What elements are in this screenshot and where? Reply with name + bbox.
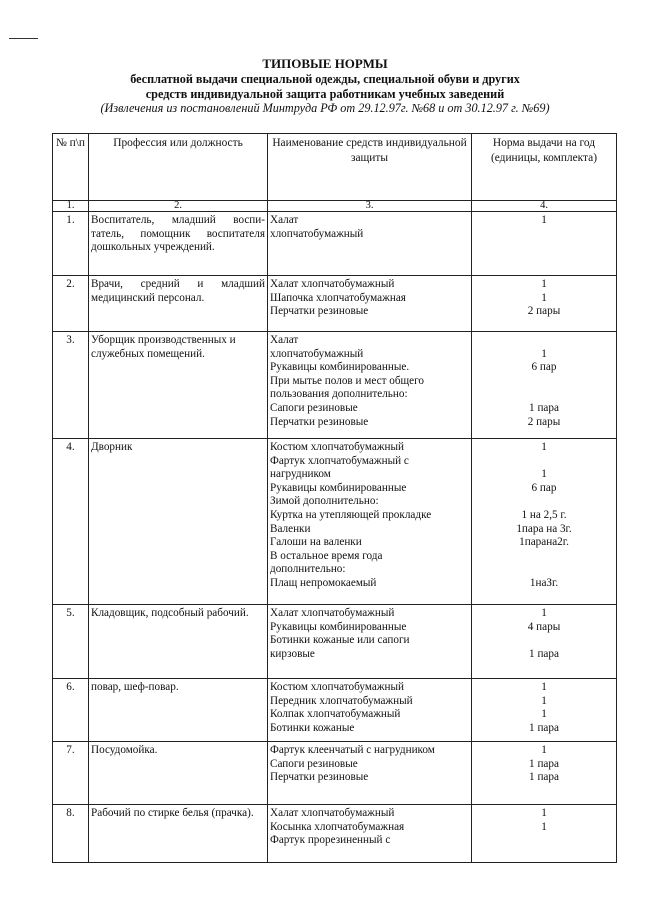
protection-item: Зимой дополнительно: [270, 495, 379, 508]
protection-item: Рукавицы комбинированные. [270, 361, 410, 374]
norm-value [474, 375, 614, 389]
table-row [53, 439, 617, 605]
norm-value: 1 [541, 607, 547, 619]
row-number: 7. [53, 742, 89, 805]
norm-value: 1 [541, 441, 547, 453]
norms-table [52, 133, 617, 863]
protection-item: Галоши на валенки [270, 536, 362, 549]
header-protection-means: Наименование средств индивидуальной защиты [268, 134, 472, 201]
table-row [53, 679, 617, 742]
norm-value [474, 334, 614, 348]
protection-item: Костюм хлопчатобумажный [270, 681, 405, 693]
protection-item: Фартук клеенчатый с нагрудником [270, 744, 435, 756]
norm-value: 2 пары [527, 415, 561, 428]
norm-value: 4 пары [527, 620, 561, 633]
norm-value: 1 [541, 807, 547, 819]
protection-item: При мытье полов и мест общего [270, 374, 425, 387]
norm-value [474, 563, 614, 577]
table-row [53, 212, 617, 276]
protection-item: Рукавицы комбинированные [270, 620, 407, 633]
protection-item: Халат [270, 334, 299, 346]
protection-items-cell [268, 276, 472, 332]
norm-value: 6 пар [531, 481, 557, 494]
norm-value: 1пара на 3г. [516, 522, 572, 535]
norm-cell [472, 605, 617, 679]
norm-cell [472, 332, 617, 439]
protection-items-cell [268, 605, 472, 679]
norm-cell [472, 805, 617, 863]
protection-items-cell [268, 212, 472, 276]
protection-item: Костюм хлопчатобумажный [270, 441, 405, 453]
norm-value [474, 634, 614, 648]
protection-item: хлопчатобумажный [270, 347, 364, 360]
protection-item: Шапочка хлопчатобумажная [270, 291, 406, 304]
protection-item: Фартук хлопчатобумажный с [270, 454, 409, 467]
protection-item: Ботинки кожаные или сапоги [270, 634, 410, 647]
profession-cell: Врачи, средний и младший медицинский персонал. [89, 276, 268, 332]
table-row [53, 742, 617, 805]
protection-item: Куртка на утепляющей прокладке [270, 508, 432, 521]
norm-value: 1 пара [529, 647, 559, 660]
row-number: 6. [53, 679, 89, 742]
protection-item: Передник хлопчатобумажный [270, 694, 413, 707]
profession-cell: Кладовщик, подсобный рабочий. [89, 605, 268, 679]
norm-value: 1 [541, 820, 547, 833]
protection-item: Рукавицы комбинированные [270, 481, 407, 494]
protection-items-cell [268, 805, 472, 863]
norm-cell [472, 276, 617, 332]
protection-item: Фартук прорезиненный с [270, 834, 391, 847]
protection-item: Валенки [270, 522, 311, 535]
norm-value: 1 пара [529, 401, 559, 414]
norm-value [474, 228, 614, 242]
norm-value: 1 на 2,5 г. [521, 508, 567, 521]
table-row [53, 805, 617, 863]
norm-value: 1 [541, 291, 547, 304]
profession-cell: повар, шеф-повар. [89, 679, 268, 742]
profession-cell: Посудомойка. [89, 742, 268, 805]
protection-item: Сапоги резиновые [270, 401, 358, 414]
norm-cell [472, 212, 617, 276]
norm-value [474, 495, 614, 509]
protection-item: В остальное время года [270, 549, 383, 562]
norm-value: 2 пары [527, 305, 561, 318]
protection-item: хлопчатобумажный [270, 227, 364, 240]
norm-value: 1 [541, 214, 547, 226]
column-number-row [53, 201, 617, 212]
protection-item: кирзовые [270, 647, 315, 660]
column-number: 3. [268, 201, 472, 212]
row-number: 4. [53, 439, 89, 605]
protection-item: пользования дополнительно: [270, 388, 408, 401]
protection-items-cell [268, 679, 472, 742]
norm-value: 1 [541, 694, 547, 707]
norm-cell [472, 679, 617, 742]
norm-value: 1 [541, 681, 547, 693]
protection-item: Сапоги резиновые [270, 757, 358, 770]
norm-value: 1 пара [529, 721, 559, 734]
protection-item: дополнительно: [270, 563, 346, 576]
norm-value [474, 455, 614, 469]
row-number: 5. [53, 605, 89, 679]
protection-item: Перчатки резиновые [270, 771, 369, 784]
norm-value: 1 [541, 278, 547, 290]
norm-value: 1 пара [529, 757, 559, 770]
norm-value: 1 [541, 708, 547, 721]
table-row [53, 332, 617, 439]
header-row [53, 134, 617, 201]
norm-value [474, 550, 614, 564]
document-source-note: (Извлечения из постановлений Минтруда РФ от 29.12.97г. №68 и от 30.12.97 г. №69) [100, 101, 550, 115]
header-number: № п\п [53, 134, 89, 201]
column-number: 4. [472, 201, 617, 212]
norm-cell [472, 439, 617, 605]
protection-items-cell [268, 742, 472, 805]
protection-item: Колпак хлопчатобумажный [270, 708, 401, 721]
norm-value: 6 пар [531, 361, 557, 374]
document-title: ТИПОВЫЕ НОРМЫ [262, 56, 388, 71]
column-number: 1. [53, 201, 89, 212]
protection-item: Халат [270, 214, 299, 226]
protection-item: Халат хлопчатобумажный [270, 607, 395, 619]
table-body [53, 212, 617, 863]
header-annual-norm: Норма выдачи на год (единицы, комплекта) [472, 134, 617, 201]
document-subtitle-2: средств индивидуальной защита работникам учебных заведений [145, 86, 505, 101]
header-profession: Профессия или должность [89, 134, 268, 201]
norm-value: 1парана2г. [519, 536, 569, 549]
protection-item: Косынка хлопчатобумажная [270, 820, 405, 833]
profession-cell: Рабочий по стирке белья (прачка). [89, 805, 268, 863]
protection-item: Халат хлопчатобумажный [270, 807, 395, 819]
protection-item: Плащ непромокаемый [270, 576, 377, 589]
row-number: 2. [53, 276, 89, 332]
row-number: 3. [53, 332, 89, 439]
protection-items-cell [268, 332, 472, 439]
norm-value [474, 388, 614, 402]
protection-item: Ботинки кожаные [270, 721, 355, 734]
table-row [53, 605, 617, 679]
profession-cell: Дворник [89, 439, 268, 605]
norm-value [474, 834, 614, 848]
protection-item: Перчатки резиновые [270, 305, 369, 318]
norm-value: 1наЗг. [529, 576, 559, 589]
protection-item: нагрудником [270, 468, 331, 481]
profession-cell: Уборщик производственных и служебных помещений. [89, 332, 268, 439]
document-header [0, 56, 650, 116]
table-row [53, 276, 617, 332]
norm-value: 1 [541, 744, 547, 756]
norm-value: 1 [541, 347, 547, 360]
document-subtitle-1: бесплатной выдачи специальной одежды, специальной обуви и других [130, 72, 520, 86]
norm-value: 1 пара [529, 771, 559, 784]
column-number: 2. [89, 201, 268, 212]
norm-cell [472, 742, 617, 805]
protection-item: Перчатки резиновые [270, 415, 369, 428]
row-number: 8. [53, 805, 89, 863]
protection-item: Халат хлопчатобумажный [270, 278, 395, 290]
row-number: 1. [53, 212, 89, 276]
protection-items-cell [268, 439, 472, 605]
scan-mark [9, 38, 38, 39]
profession-cell: Воспитатель, младший воспи-татель, помощник воспитателя дошкольных учреждений. [89, 212, 268, 276]
norm-value: 1 [541, 468, 547, 481]
